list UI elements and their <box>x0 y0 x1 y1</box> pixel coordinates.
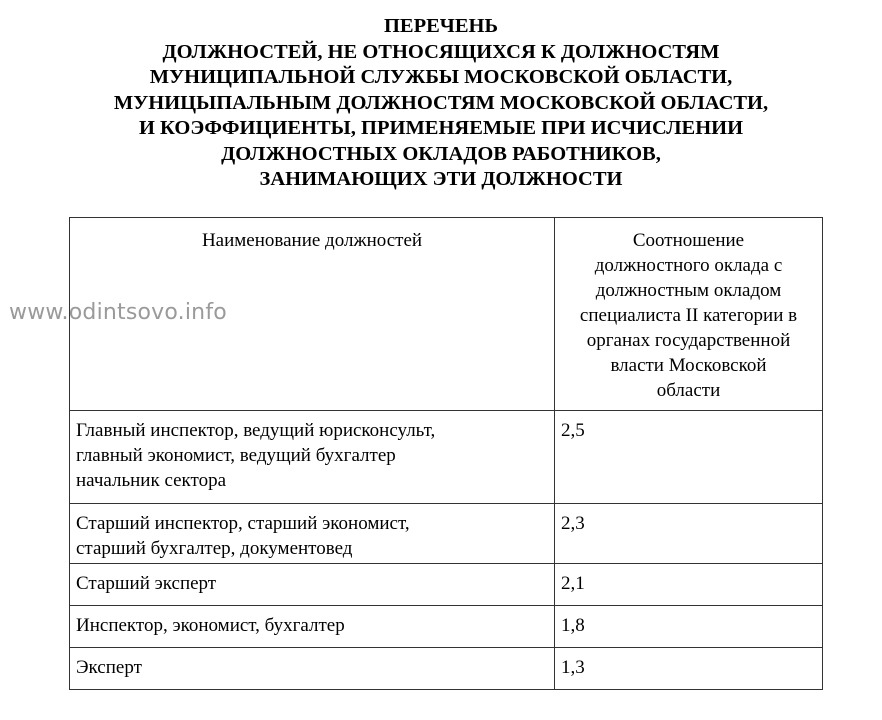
position-name-line: начальник сектора <box>76 470 227 491</box>
header-ratio-line: специалиста II категории в <box>579 305 798 326</box>
position-name-line: Старший инспектор, старший экономист, <box>76 513 410 534</box>
header-salary-ratio <box>555 218 823 411</box>
position-name-line: старший бухгалтер, документовед <box>76 538 353 559</box>
title-line: МУНИЦИПАЛЬНОЙ СЛУЖБЫ МОСКОВСКОЙ ОБЛАСТИ, <box>149 66 733 88</box>
table-row <box>70 606 823 648</box>
coefficient-cell: 2,3 <box>555 504 823 564</box>
title-line: ДОЛЖНОСТЕЙ, НЕ ОТНОСЯЩИХСЯ К ДОЛЖНОСТЯМ <box>162 40 720 63</box>
document-title <box>0 14 882 193</box>
positions-table <box>69 217 823 690</box>
header-ratio-line: области <box>656 380 721 401</box>
position-name-cell <box>70 411 555 504</box>
watermark: www.odintsovo.info <box>9 300 227 325</box>
position-name-line: главный экономист, ведущий бухгалтер <box>76 445 396 466</box>
position-name-cell <box>70 564 555 606</box>
title-line: ПЕРЕЧЕНЬ <box>383 15 499 37</box>
coefficient-cell: 1,3 <box>555 648 823 690</box>
header-ratio-line: должностным окладом <box>595 280 782 301</box>
position-name-line: Старший эксперт <box>76 573 217 594</box>
title-line: И КОЭФФИЦИЕНТЫ, ПРИМЕНЯЕМЫЕ ПРИ ИСЧИСЛЕНИИ <box>138 117 744 139</box>
table-row <box>70 648 823 690</box>
header-position-name-text: Наименование должностей <box>201 230 423 251</box>
coefficient-cell: 1,8 <box>555 606 823 648</box>
position-name-line: Эксперт <box>76 657 142 678</box>
position-name-cell <box>70 606 555 648</box>
title-line: ЗАНИМАЮЩИХ ЭТИ ДОЛЖНОСТИ <box>259 168 623 190</box>
position-name-cell <box>70 648 555 690</box>
title-line: МУНИЦЫПАЛЬНЫМ ДОЛЖНОСТЯМ МОСКОВСКОЙ ОБЛАСТИ, <box>113 91 769 114</box>
title-line: ДОЛЖНОСТНЫХ ОКЛАДОВ РАБОТНИКОВ, <box>221 142 661 165</box>
header-ratio-line: власти Московской <box>610 355 767 376</box>
header-ratio-line: Соотношение <box>632 230 745 251</box>
position-name-line: Главный инспектор, ведущий юрисконсульт, <box>76 420 436 441</box>
table-row <box>70 504 823 564</box>
table-row <box>70 564 823 606</box>
header-ratio-line: должностного оклада с <box>594 255 783 276</box>
coefficient-cell: 2,5 <box>555 411 823 504</box>
position-name-line: Инспектор, экономист, бухгалтер <box>76 615 345 636</box>
header-ratio-line: органах государственной <box>586 330 791 351</box>
position-name-cell <box>70 504 555 564</box>
coefficient-cell: 2,1 <box>555 564 823 606</box>
table-row <box>70 411 823 504</box>
